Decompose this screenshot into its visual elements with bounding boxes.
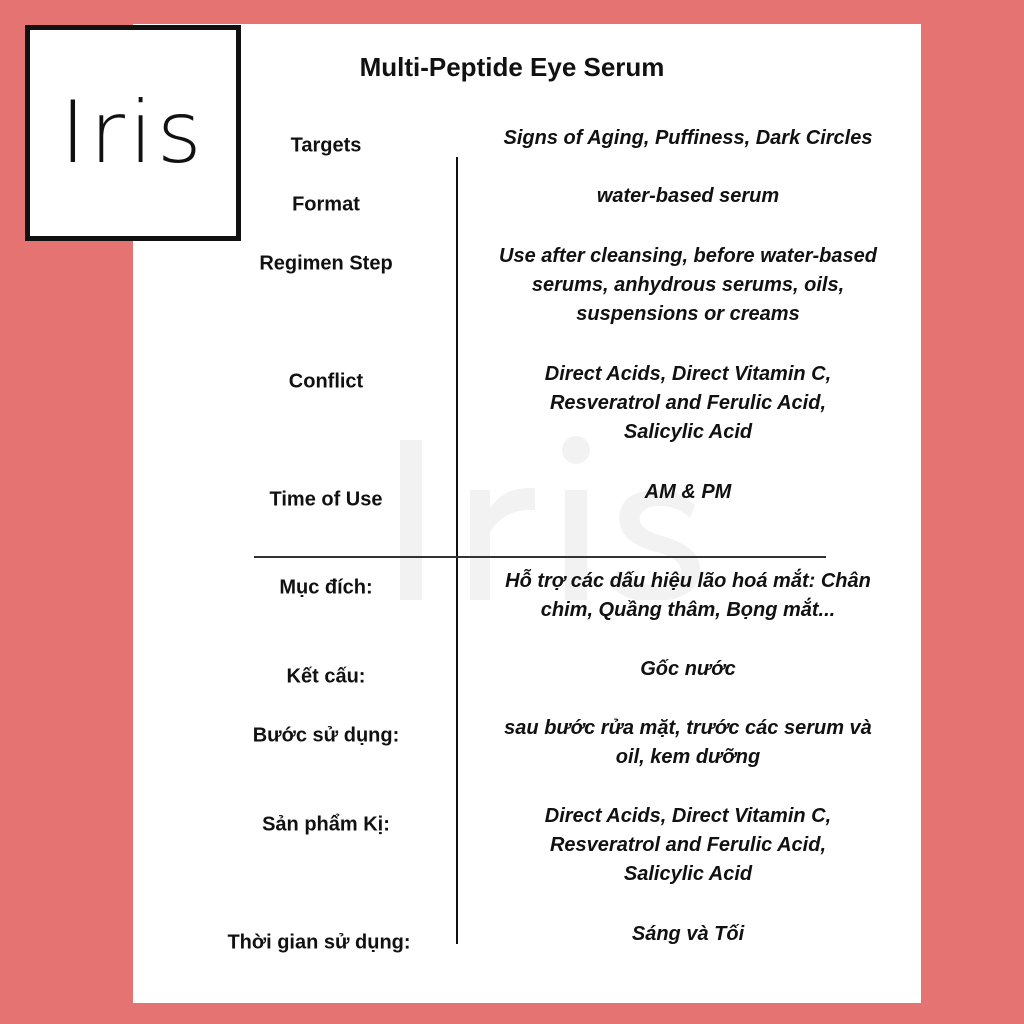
value-conflict: Direct Acids, Direct Vitamin C, Resveratrol and Ferulic Acid, Salicylic Acid (544, 363, 832, 443)
value-ket-cau: Gốc nước (640, 658, 736, 680)
horizontal-divider (254, 556, 826, 558)
label-regimen-step: Regimen Step (259, 252, 393, 275)
value-buoc-su-dung: sau bước rửa mặt, trước các serum và oil, kem dưỡng (504, 717, 872, 768)
vertical-divider (456, 157, 458, 944)
label-san-pham-ki: Sản phẩm Kị: (262, 813, 390, 836)
value-time-of-use: AM & PM (644, 481, 732, 503)
value-thoi-gian-su-dung: Sáng và Tối (631, 923, 745, 945)
label-muc-dich: Mục đích: (279, 576, 373, 599)
value-targets: Signs of Aging, Puffiness, Dark Circles (503, 127, 873, 149)
value-san-pham-ki: Direct Acids, Direct Vitamin C, Resveratrol and Ferulic Acid, Salicylic Acid (544, 805, 832, 885)
label-format: Format (292, 193, 360, 216)
label-ket-cau: Kết cấu: (286, 665, 366, 688)
label-targets: Targets (290, 134, 362, 157)
brand-name: Iris (60, 83, 206, 183)
value-regimen-step: Use after cleansing, before water-based serums, anhydrous serums, oils, suspensions or creams (499, 245, 877, 325)
label-time-of-use: Time of Use (269, 488, 383, 511)
label-conflict: Conflict (288, 370, 364, 393)
label-thoi-gian-su-dung: Thời gian sử dụng: (227, 931, 411, 954)
label-buoc-su-dung: Bước sử dụng: (252, 724, 400, 747)
page-title: Multi-Peptide Eye Serum (359, 52, 665, 82)
value-format: water-based serum (596, 185, 780, 207)
value-muc-dich: Hỗ trợ các dấu hiệu lão hoá mắt: Chân chim, Quầng thâm, Bọng mắt... (505, 570, 871, 621)
